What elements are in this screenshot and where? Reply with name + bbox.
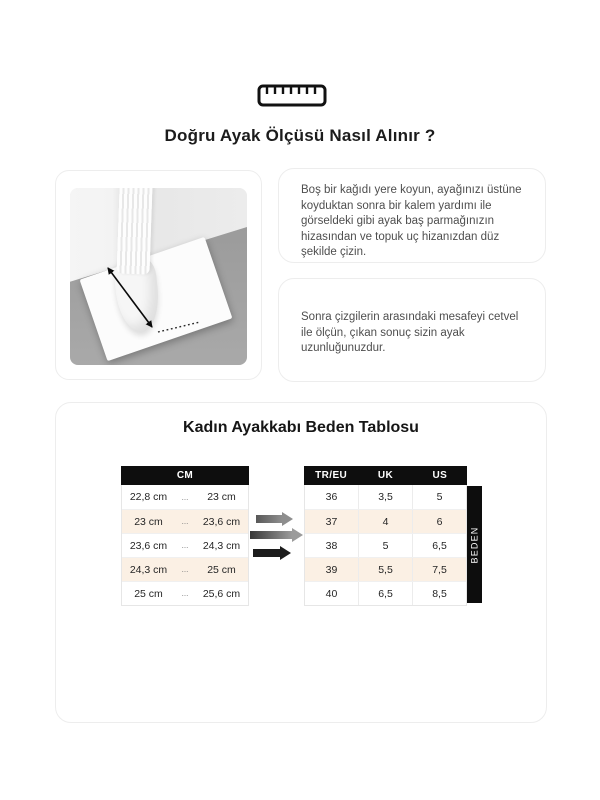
header-tr-eu: TR/EU [315, 470, 348, 481]
size-cell: 8,5 [412, 582, 466, 605]
size-cell: 40 [325, 587, 338, 600]
cm-to: 24,3 cm [202, 539, 241, 552]
cm-table [121, 466, 249, 606]
cm-from: 24,3 cm [129, 563, 168, 576]
size-cell: 36 [325, 491, 338, 503]
instruction-text-1: Boş bir kağıdı yere koyun, ayağınızı üstüne koyduktan sonra bir kalem yardımı ile görseldeki gibi ayak baş parmağınızın hizasından ve topuk uç hizanızdan düz şekilde çizin. [301, 184, 522, 259]
arrow-right-icon [250, 531, 292, 539]
cm-to: 25,6 cm [202, 587, 241, 600]
foot-measurement-photo [70, 188, 247, 365]
instruction-text-2: Sonra çizgilerin arasındaki mesafeyi cetvel ile ölçün, çıkan sonuç sizin ayak uzunluğunuzdur. [301, 311, 519, 355]
cm-table-header: CM [121, 466, 249, 485]
range-separator: ... [181, 589, 189, 598]
range-separator: ... [181, 565, 189, 574]
header-uk: UK [377, 470, 394, 481]
instruction-card-2 [278, 278, 546, 382]
measure-arrow-icon [70, 188, 247, 365]
range-separator: ... [181, 492, 189, 502]
size-cell: 39 [325, 563, 338, 576]
page-title: Doğru Ayak Ölçüsü Nasıl Alınır ? [164, 126, 436, 145]
arrow-right-icon [253, 549, 280, 557]
size-cell: 6 [412, 510, 466, 533]
table-row [122, 557, 248, 581]
beden-text: BEDEN [469, 525, 480, 564]
size-cell: 4 [358, 510, 412, 533]
size-cell: 7,5 [412, 558, 466, 581]
table-row [305, 485, 466, 509]
size-chart-card [55, 402, 547, 723]
cm-from: 25 cm [134, 587, 163, 600]
header-us: US [432, 470, 448, 481]
cm-from: 23 cm [134, 515, 163, 528]
size-cell: 5 [358, 534, 412, 557]
cm-from: 22,8 cm [129, 491, 168, 503]
size-cell: 5,5 [358, 558, 412, 581]
table-row [122, 581, 248, 605]
table-row [305, 557, 466, 581]
size-conversion-table [304, 466, 467, 606]
cm-from: 23,6 cm [129, 539, 168, 552]
range-separator: ... [181, 541, 189, 550]
table-row [305, 509, 466, 533]
size-cell: 6,5 [358, 582, 412, 605]
range-separator: ... [181, 517, 189, 526]
beden-side-label [467, 486, 482, 603]
cm-to: 23,6 cm [202, 515, 241, 528]
size-cell: 37 [325, 515, 338, 528]
table-row [305, 581, 466, 605]
size-cell: 3,5 [358, 485, 412, 509]
table-row [305, 533, 466, 557]
arrow-right-icon [256, 515, 282, 523]
size-cell: 38 [325, 539, 338, 552]
cm-to: 25 cm [207, 563, 236, 576]
table-row [122, 485, 248, 509]
table-row [122, 533, 248, 557]
cm-to: 23 cm [207, 491, 236, 503]
size-table-header [304, 466, 467, 485]
measurement-photo-card [55, 170, 262, 380]
ruler-icon [257, 84, 327, 108]
size-cell: 5 [412, 485, 466, 509]
table-row [122, 509, 248, 533]
size-chart-title: Kadın Ayakkabı Beden Tablosu [183, 419, 419, 436]
size-cell: 6,5 [412, 534, 466, 557]
instruction-card-1 [278, 168, 546, 263]
